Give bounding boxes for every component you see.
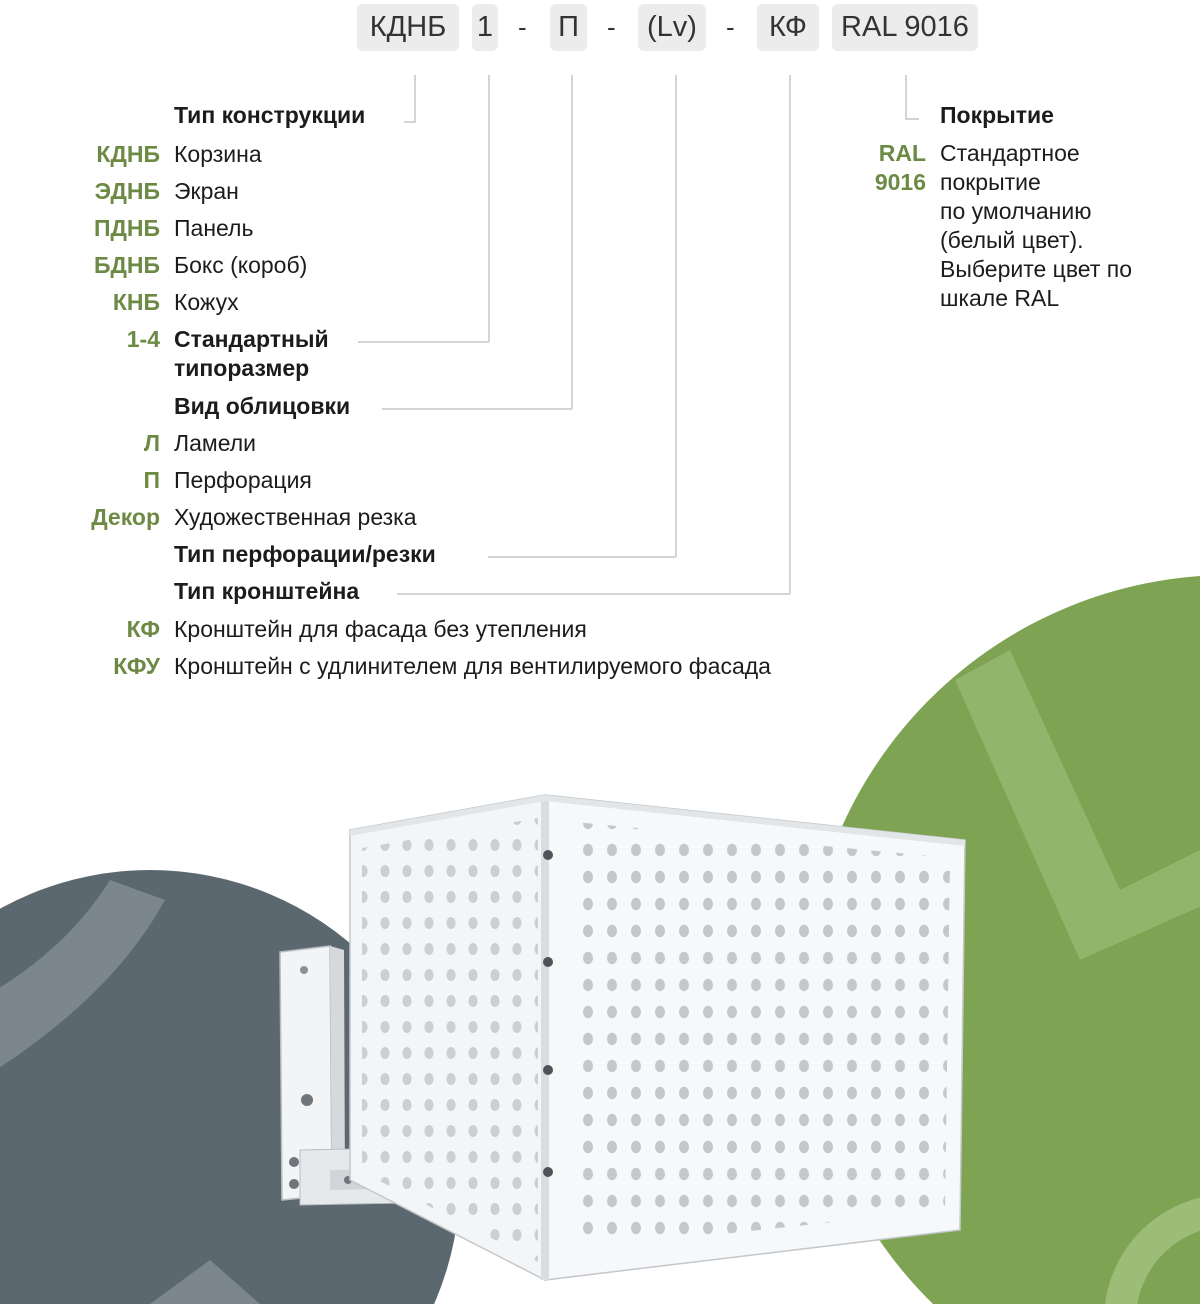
cladding-label: Ламели xyxy=(174,430,256,456)
coating-desc-line: по умолчанию xyxy=(940,198,1092,224)
cladding-code: Декор xyxy=(91,504,160,530)
coating-code-line2: 9016 xyxy=(874,169,926,195)
leader-line-bracket xyxy=(789,75,791,594)
coating-heading: Покрытие xyxy=(940,102,1054,128)
size-heading-line2: типоразмер xyxy=(174,355,310,381)
code-part-bracket: КФ xyxy=(757,4,819,51)
construction-type-heading: Тип конструкции xyxy=(174,102,366,128)
cladding-label: Перфорация xyxy=(174,467,312,493)
leader-line-size xyxy=(358,341,489,343)
construction-label: Корзина xyxy=(174,141,262,167)
cladding-heading: Вид облицовки xyxy=(174,393,351,419)
coating-code-line1: RAL xyxy=(878,140,926,166)
leader-line-bracket xyxy=(397,593,790,595)
bracket-label: Кронштейн для фасада без утепления xyxy=(174,616,587,642)
construction-code: ПДНБ xyxy=(93,215,160,241)
leader-line-type xyxy=(404,121,416,123)
code-separator: - xyxy=(518,12,527,42)
coating-description xyxy=(940,139,1132,313)
leader-line-size xyxy=(488,75,490,342)
code-part-type: КДНБ xyxy=(357,4,459,51)
leader-line-cladding xyxy=(571,75,573,409)
coating-desc-line: (белый цвет). xyxy=(940,227,1084,253)
code-part-cladding: П xyxy=(550,4,587,51)
cladding-code: Л xyxy=(143,430,160,456)
construction-code: ЭДНБ xyxy=(94,178,160,204)
bracket-heading: Тип кронштейна xyxy=(174,578,360,604)
coating-desc-line: Стандартное xyxy=(940,140,1080,166)
leader-line-coating xyxy=(905,75,907,119)
code-separator: - xyxy=(607,12,616,42)
code-part-coating: RAL 9016 xyxy=(832,4,978,51)
bracket-code: КФУ xyxy=(113,653,160,679)
bracket-code: КФ xyxy=(126,616,160,642)
construction-label: Кожух xyxy=(174,289,239,315)
coating-desc-line: шкале RAL xyxy=(940,285,1060,311)
leader-line-coating xyxy=(905,118,919,120)
coating-desc-line: Выберите цвет по xyxy=(940,256,1133,282)
cladding-label: Художественная резка xyxy=(174,504,417,530)
code-separator: - xyxy=(726,12,735,42)
leader-line-perforation xyxy=(675,75,677,557)
leader-line-type xyxy=(414,75,416,122)
cladding-code: П xyxy=(143,467,160,493)
construction-code: КДНБ xyxy=(96,141,160,167)
construction-label: Экран xyxy=(174,178,239,204)
code-part-size: 1 xyxy=(472,4,498,51)
construction-code: БДНБ xyxy=(93,252,160,278)
code-part-perforation: (Lv) xyxy=(638,4,706,51)
coating-desc-line: покрытие xyxy=(940,169,1041,195)
construction-label: Бокс (короб) xyxy=(174,252,308,278)
size-code: 1-4 xyxy=(126,326,160,352)
leader-line-perforation xyxy=(488,556,676,558)
construction-code: КНБ xyxy=(112,289,160,315)
leader-line-cladding xyxy=(382,408,572,410)
construction-label: Панель xyxy=(174,215,254,241)
perforation-heading: Тип перфорации/резки xyxy=(174,541,436,567)
size-heading-line1: Стандартный xyxy=(174,326,329,352)
bracket-label: Кронштейн с удлинителем для вентилируемого фасада xyxy=(174,653,771,679)
